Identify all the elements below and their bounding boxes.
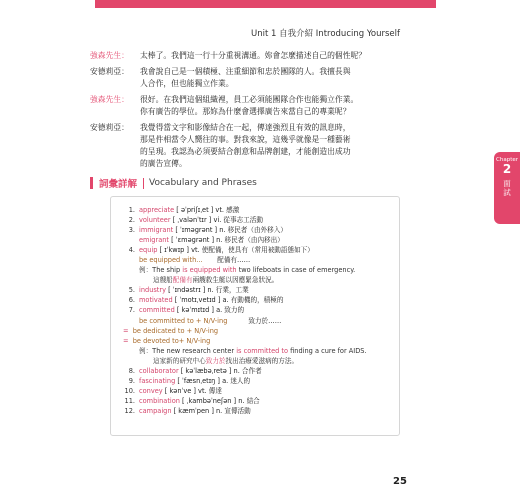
vocab-entry bbox=[123, 205, 399, 215]
vocab-definition: [ ˈɪməgrənt ] n. 移民者（由外移入） bbox=[173, 226, 287, 235]
heading-divider bbox=[143, 178, 144, 189]
translation-part: 兩艘救生艇以因應緊急狀況。 bbox=[192, 276, 279, 285]
dialog-text: 那是件相當令人嚮往的事。對我來說，這幾乎就像是一種藝術 bbox=[140, 135, 351, 144]
section-title-en: Vocabulary and Phrases bbox=[149, 178, 257, 188]
vocab-entry bbox=[123, 305, 399, 315]
example-tail: finding a cure for AIDS. bbox=[288, 346, 367, 355]
dialog-text: 的廣告宣傳。 bbox=[140, 159, 187, 168]
vocab-word: campaign bbox=[139, 406, 172, 415]
example-translation bbox=[123, 356, 399, 366]
translation-part: 這艘船 bbox=[153, 276, 173, 285]
top-accent-bar bbox=[95, 0, 436, 8]
vocab-word: committed bbox=[139, 306, 175, 315]
vocab-definition: [ kəˈmɪtɪd ] a. 致力的 bbox=[174, 306, 245, 315]
vocab-definition: [ ˈɪndəstrɪ ] n. 行業，工業 bbox=[166, 286, 249, 295]
vocab-phrase bbox=[123, 255, 399, 265]
vocab-phrase bbox=[123, 316, 399, 326]
example-lead: 例：The new research center bbox=[139, 346, 237, 355]
vocab-word: emigrant bbox=[139, 236, 170, 245]
vocab-word: immigrant bbox=[139, 226, 174, 235]
phrase-text: be equipped with... bbox=[139, 256, 203, 265]
equals-mark: = bbox=[123, 326, 129, 335]
dialog-text: 我會說自己是一個積極、注重細節和忠於團隊的人。我擅長與 bbox=[140, 67, 351, 76]
dialog-text: 太棒了。我們這一行十分重視溝通。妳會怎麼描述自己的個性呢？ bbox=[140, 51, 367, 60]
running-header: Unit 1 自我介紹 Introducing Yourself bbox=[250, 29, 400, 39]
vocab-entry bbox=[123, 215, 399, 225]
entry-number: 7. bbox=[128, 306, 135, 315]
vocab-word: fascinating bbox=[139, 376, 176, 385]
vocab-word: combination bbox=[139, 396, 180, 405]
heading-accent-bar bbox=[90, 177, 93, 189]
dialog-turn bbox=[90, 94, 420, 118]
speaker-name: 安德莉亞： bbox=[90, 123, 129, 132]
vocab-definition: [ ˈfæsnˌetɪŋ ] a. 迷人的 bbox=[175, 376, 251, 385]
vocab-definition: [ ˌkambəˈneʃən ] n. 結合 bbox=[179, 396, 260, 405]
example-sentence bbox=[123, 346, 399, 356]
entry-number: 2. bbox=[128, 216, 135, 225]
entry-number: 6. bbox=[128, 296, 135, 305]
vocab-word: equip bbox=[139, 246, 158, 255]
section-heading bbox=[90, 176, 257, 190]
entry-number: 5. bbox=[128, 286, 135, 295]
example-sentence bbox=[123, 265, 399, 275]
entry-number: 12. bbox=[124, 406, 135, 415]
vocab-definition: [ kæmˈpen ] n. 宣傳活動 bbox=[171, 406, 251, 415]
dialog-text: 我覺得當文字和影像結合在一起，傳達強烈且有效的訊息時， bbox=[140, 123, 351, 132]
vocab-phrase bbox=[123, 336, 399, 346]
phrase-text: be committed to + N/V-ing bbox=[139, 316, 228, 325]
vocab-subentry bbox=[123, 235, 399, 245]
speaker-name: 強森先生： bbox=[90, 95, 129, 104]
phrase-meaning: 致力於…… bbox=[248, 316, 282, 325]
vocab-box bbox=[110, 196, 400, 436]
dialog-text: 的呈現。我認為必須要結合創意和品牌創建，才能創造出成功 bbox=[140, 147, 351, 156]
vocab-definition: [ ˈmotɪˌvetɪd ] a. 有動機的，積極的 bbox=[172, 296, 284, 305]
vocab-entry bbox=[123, 366, 399, 376]
vocab-word: collaborator bbox=[139, 366, 179, 375]
vocab-entry bbox=[123, 295, 399, 305]
entry-number: 4. bbox=[128, 246, 135, 255]
translation-highlight: 配備有 bbox=[172, 276, 193, 285]
vocab-definition: [ kəˈlæbəˌretə ] n. 合作者 bbox=[178, 366, 262, 375]
example-lead: 例：The ship bbox=[139, 266, 183, 275]
translation-part: 找出治療愛滋病的方法。 bbox=[225, 356, 299, 365]
speaker-name: 強森先生： bbox=[90, 51, 129, 60]
entry-number: 8. bbox=[128, 366, 135, 375]
vocab-definition: [ kənˈve ] vt. 傳達 bbox=[162, 386, 222, 395]
vocab-definition: [ ɪˈkwɪp ] vt. 使配備，使具有（常用被動語態如下） bbox=[157, 246, 314, 255]
example-highlight: is committed to bbox=[236, 346, 289, 355]
vocab-word: appreciate bbox=[139, 206, 175, 214]
vocab-definition: [ ˌvalənˈtɪr ] vi. 從事志工活動 bbox=[170, 216, 263, 225]
vocab-definition: [ əˈpriʃɪˌet ] vt. 感激 bbox=[174, 206, 240, 214]
translation-highlight: 致力於 bbox=[205, 356, 226, 365]
vocab-phrase bbox=[123, 326, 399, 336]
vocab-entry bbox=[123, 285, 399, 295]
entry-number: 9. bbox=[128, 376, 135, 385]
vocab-entry bbox=[123, 406, 399, 416]
translation-part: 這家新的研究中心 bbox=[153, 356, 206, 365]
page-number: 25 bbox=[393, 476, 407, 487]
entry-number: 10. bbox=[124, 386, 135, 395]
chapter-number: 2 bbox=[502, 162, 512, 176]
dialog-turn bbox=[90, 122, 420, 170]
equals-mark: = bbox=[123, 336, 129, 345]
phrase-meaning: 配備有…… bbox=[217, 256, 251, 265]
vocab-word: convey bbox=[139, 386, 163, 395]
vocab-word: motivated bbox=[139, 296, 173, 305]
dialog-text: 你有廣告的學位。那妳為什麼會選擇廣告來當自己的專業呢？ bbox=[140, 107, 351, 116]
chapter-title: 面試 bbox=[503, 179, 511, 197]
example-tail: two lifeboats in case of emergency. bbox=[236, 266, 356, 275]
entry-number: 1. bbox=[128, 206, 135, 214]
dialog-turn bbox=[90, 66, 420, 90]
chapter-label: Chapter bbox=[496, 157, 518, 163]
dialog-turn bbox=[90, 50, 420, 62]
vocab-entry bbox=[123, 386, 399, 396]
example-highlight: is equipped with bbox=[182, 266, 237, 275]
vocab-entry bbox=[123, 225, 399, 235]
dialog-block bbox=[90, 50, 420, 174]
entry-number: 3. bbox=[128, 226, 135, 235]
vocab-entry bbox=[123, 396, 399, 406]
dialog-text: 很好。在我們這個組織裡，員工必須能團隊合作也能獨立作業。 bbox=[140, 95, 359, 104]
entry-number: 11. bbox=[124, 396, 135, 405]
example-translation bbox=[123, 275, 399, 285]
vocab-entry bbox=[123, 376, 399, 386]
phrase-text: be devoted to+ N/V-ing bbox=[132, 336, 211, 345]
vocab-definition: [ ˈɛməgrənt ] n. 移民者（由內移出） bbox=[169, 236, 284, 245]
phrase-text: be dedicated to + N/V-ing bbox=[132, 326, 219, 335]
vocab-entry bbox=[123, 245, 399, 255]
dialog-text: 人合作，但也能獨立作業。 bbox=[140, 79, 234, 88]
vocab-word: volunteer bbox=[139, 216, 171, 225]
speaker-name: 安德莉亞： bbox=[90, 67, 129, 76]
chapter-tab[interactable] bbox=[494, 152, 520, 224]
section-title-zh: 詞彙詳解 bbox=[99, 179, 138, 190]
vocab-word: industry bbox=[139, 286, 167, 295]
